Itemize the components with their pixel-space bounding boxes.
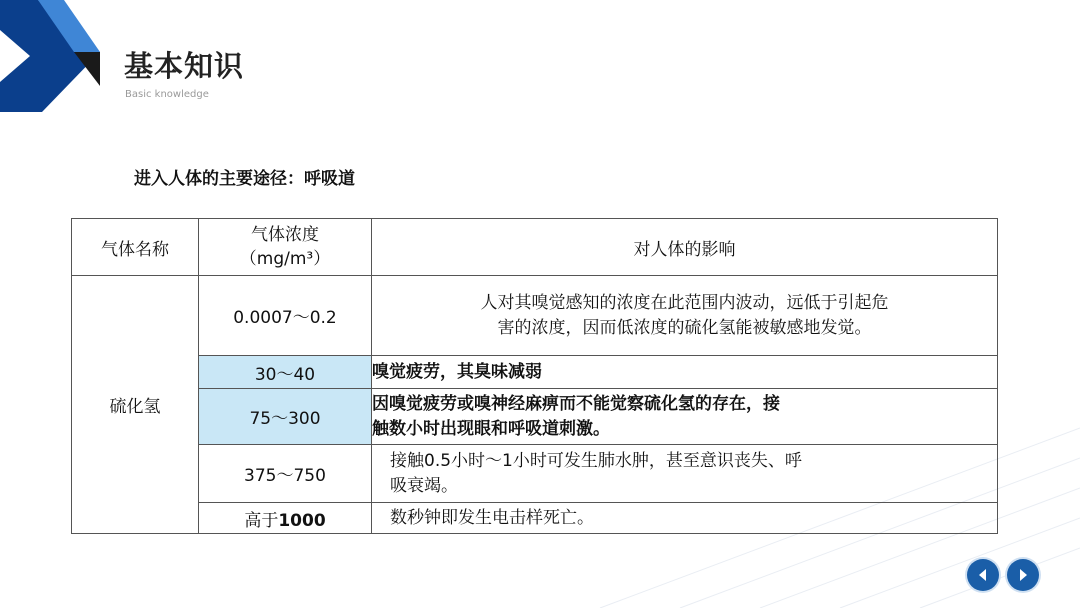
table-row [72,356,998,389]
effect-cell [372,389,998,445]
table-row [72,389,998,445]
effect-line: 吸衰竭。 [390,475,458,496]
concentration-prefix: 高于 [244,510,279,531]
page-title: 基本知识 [124,49,245,83]
concentration-cell: 30～40 [199,356,372,389]
h2s-table [71,218,998,534]
concentration-cell: 375～750 [199,445,372,503]
header-concentration-line2: （mg/m³） [239,249,331,269]
effect-cell [372,445,998,503]
page-subtitle: Basic knowledge [125,89,209,100]
table-row [72,276,998,356]
table-header-row [72,219,998,276]
table-row [72,503,998,534]
concentration-cell: 75～300 [199,389,372,445]
concentration-cell [199,503,372,534]
prev-button[interactable] [967,559,999,591]
corner-decoration [0,0,110,112]
concentration-cell: 0.0007～0.2 [199,276,372,356]
header-effect: 对人体的影响 [372,219,998,276]
header-concentration [199,219,372,276]
effect-line: 害的浓度，因而低浓度的硫化氢能被敏感地发觉。 [497,317,872,338]
effect-line: 因嗅觉疲劳或嗅神经麻痹而不能觉察硫化氢的存在，接 [372,393,780,414]
effect-cell: 数秒钟即发生电击样死亡。 [372,503,998,534]
route-text: 进入人体的主要途径：呼吸道 [134,169,355,189]
table-row [72,445,998,503]
chevron-right-icon [1016,568,1030,582]
chevron-left-icon [976,568,990,582]
next-button[interactable] [1007,559,1039,591]
effect-line: 触数小时出现眼和呼吸道刺激。 [372,418,610,439]
effect-line: 接触0.5小时～1小时可发生肺水肿，甚至意识丧失、呼 [390,450,802,471]
gas-name-cell: 硫化氢 [72,276,199,534]
header-gas-name: 气体名称 [72,219,199,276]
effect-cell: 嗅觉疲劳，其臭味减弱 [372,356,998,389]
concentration-value: 1000 [278,510,326,531]
header-concentration-line1: 气体浓度 [251,225,319,245]
effect-cell [372,276,998,356]
effect-line: 人对其嗅觉感知的浓度在此范围内波动，远低于引起危 [480,292,889,313]
